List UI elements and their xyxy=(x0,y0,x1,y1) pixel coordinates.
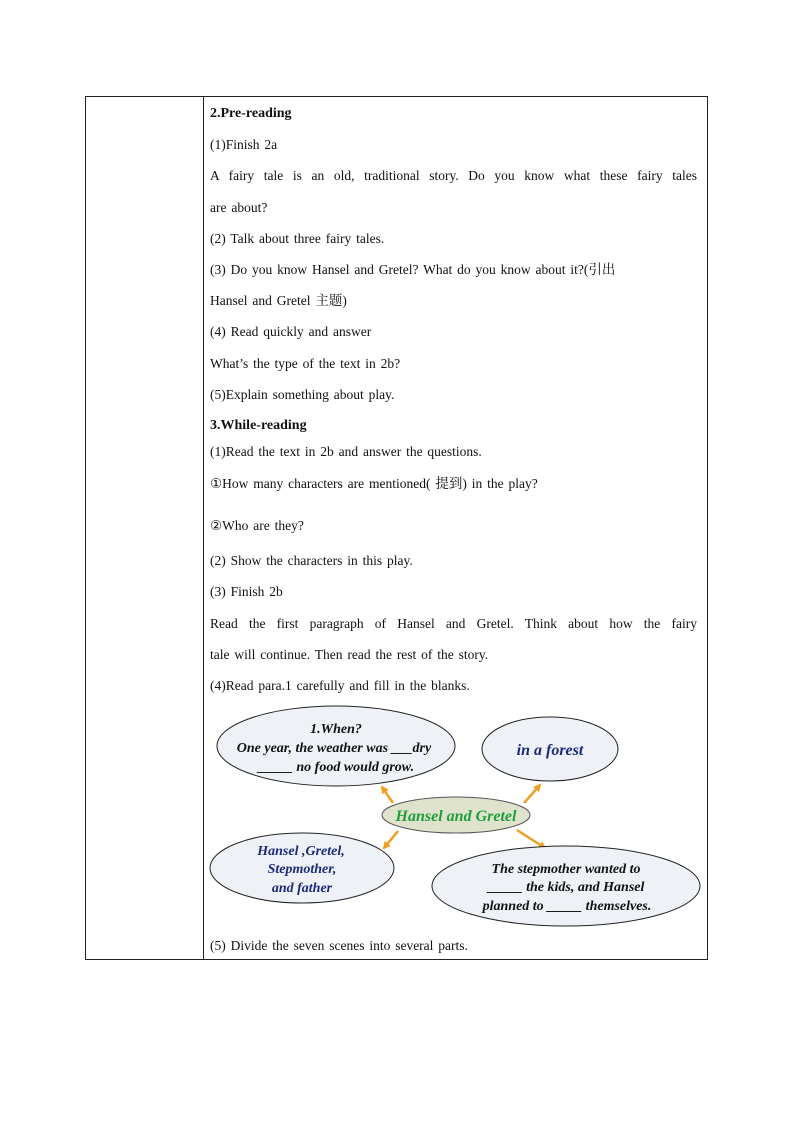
where-text: in a forest xyxy=(516,742,584,759)
pre-reading-step-5: (5)Explain something about play. xyxy=(210,387,395,402)
plot-line-1: The stepmother wanted to xyxy=(491,862,641,877)
pre-reading-step-4: (4) Read quickly and answer xyxy=(210,324,372,339)
while-reading-step-5: (5) Divide the seven scenes into several parts. xyxy=(210,938,468,953)
while-reading-heading: 3.While-reading xyxy=(210,418,307,433)
pre-reading-step-3-b: Hansel and Gretel 主题) xyxy=(210,293,347,308)
pre-reading-step-3-a: (3) Do you know Hansel and Gretel? What do you know about it?(引出 xyxy=(210,262,616,277)
who-line-2: Stepmother, xyxy=(267,862,337,877)
pre-reading-step-1-text-a: A fairy tale is an old, traditional story. Do you know what these fairy tales xyxy=(210,168,697,183)
while-reading-step-1: (1)Read the text in 2b and answer the questions. xyxy=(210,444,482,459)
plot-line-3: planned to _____ themselves. xyxy=(482,899,652,914)
when-line-1: One year, the weather was ___dry xyxy=(236,741,432,756)
when-title: 1.When? xyxy=(310,722,362,737)
while-reading-question-2: ②Who are they? xyxy=(210,518,304,533)
pre-reading-step-1: (1)Finish 2a xyxy=(210,137,278,152)
pre-reading-step-2: (2) Talk about three fairy tales. xyxy=(210,231,385,246)
pre-reading-step-1-text-b: are about? xyxy=(210,200,268,215)
pre-reading-step-4-question: What’s the type of the text in 2b? xyxy=(210,356,401,371)
arrow-to-plot xyxy=(517,830,545,848)
when-line-2: _____ no food would grow. xyxy=(257,760,415,775)
arrow-to-where xyxy=(524,785,540,803)
while-reading-step-4: (4)Read para.1 carefully and fill in the blanks. xyxy=(210,678,470,693)
while-reading-question-1: ①How many characters are mentioned( 提到) in the play? xyxy=(210,476,538,491)
who-line-3: and father xyxy=(271,881,333,896)
while-reading-step-3-text-b: tale will continue. Then read the rest of the story. xyxy=(210,647,489,662)
plot-line-2: _____ the kids, and Hansel xyxy=(487,880,645,895)
arrow-to-who xyxy=(384,831,398,848)
pre-reading-heading: 2.Pre-reading xyxy=(210,106,292,121)
arrow-to-when xyxy=(382,787,393,803)
while-reading-step-3-text-a: Read the first paragraph of Hansel and Gretel. Think about how the fairy xyxy=(210,616,697,631)
while-reading-step-2: (2) Show the characters in this play. xyxy=(210,553,413,568)
center-title: Hansel and Gretel xyxy=(395,808,517,825)
while-reading-step-3: (3) Finish 2b xyxy=(210,584,283,599)
who-line-1: Hansel ,Gretel, xyxy=(257,844,345,859)
